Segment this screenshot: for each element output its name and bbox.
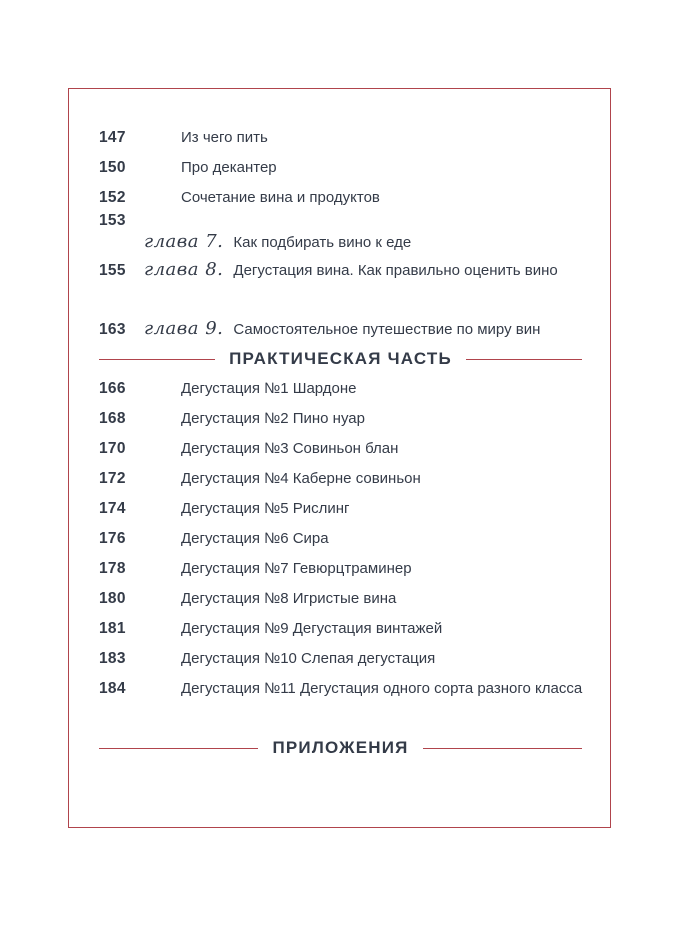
page-number: 172 [99,470,126,487]
toc-content [69,89,610,761]
toc-entry [99,554,582,584]
divider-line [423,748,582,749]
toc-entry [99,153,582,183]
toc-entry [99,123,582,153]
toc-entry [99,614,582,644]
page-number: 181 [99,620,126,637]
divider-line [99,748,258,749]
toc-entry [99,434,582,464]
entry-title: Дегустация №5 Рислинг [181,500,350,517]
toc-entry [99,584,582,614]
toc-entry [99,213,582,229]
toc-entry [99,494,582,524]
toc-entry [99,524,582,554]
entry-title: Дегустация №6 Сира [181,530,329,547]
section-divider-practical [99,346,582,372]
page-number: 150 [99,159,126,176]
page-number: 178 [99,560,126,577]
entry-title: Дегустация №7 Гевюрцтраминер [181,560,412,577]
entry-title: Дегустация №4 Каберне совиньон [181,470,421,487]
page-number: 170 [99,440,126,457]
section-title: ПРИЛОЖЕНИЯ [272,738,409,757]
chapter-label: глава 8. [144,259,224,280]
entry-title: Дегустация №9 Дегустация винтажей [181,620,443,637]
page-border [68,88,611,828]
page-number: 155 [99,262,126,279]
page-number: 153 [99,212,126,229]
toc-entry [99,404,582,434]
toc-entry [99,464,582,494]
chapter-label: глава 9. [144,318,224,339]
divider-line [466,359,582,360]
section-divider-appendix [99,735,582,761]
page-number: 166 [99,380,126,397]
entry-title: Как подбирать вино к еде [233,234,412,251]
entry-title: Дегустация №3 Совиньон блан [181,440,399,457]
page-number: 183 [99,650,126,667]
entry-title: Дегустация №1 Шардоне [181,380,357,397]
entry-title: Самостоятельное путешествие по миру вин [233,321,541,338]
page-number: 184 [99,680,126,697]
page-number: 176 [99,530,126,547]
page-number: 152 [99,189,126,206]
chapter-label: глава 7. [144,231,224,252]
entry-title: Про декантер [181,159,277,176]
page-number: 168 [99,410,126,427]
page-number: 174 [99,500,126,517]
divider-line [99,359,215,360]
section-title: ПРАКТИЧЕСКАЯ ЧАСТЬ [229,349,452,368]
toc-entry-chapter [99,229,582,255]
entry-title: Дегустация №8 Игристые вина [181,590,397,607]
toc-entry [99,644,582,674]
toc-entry-chapter [99,255,582,285]
page-number: 180 [99,590,126,607]
page-number: 163 [99,321,126,338]
entry-title: Сочетание вина и продуктов [181,189,380,206]
entry-title: Дегустация №2 Пино нуар [181,410,365,427]
toc-entry [99,674,582,704]
page-number: 147 [99,129,126,146]
toc-entry-chapter [99,314,582,344]
entry-title: Дегустация вина. Как правильно оценить вино [233,262,558,279]
entry-title: Из чего пить [181,129,268,146]
entry-title: Дегустация №10 Слепая дегустация [181,650,436,667]
entry-title: Дегустация №11 Дегустация одного сорта разного класса [181,680,583,697]
toc-entry [99,374,582,404]
toc-entry [99,183,582,213]
